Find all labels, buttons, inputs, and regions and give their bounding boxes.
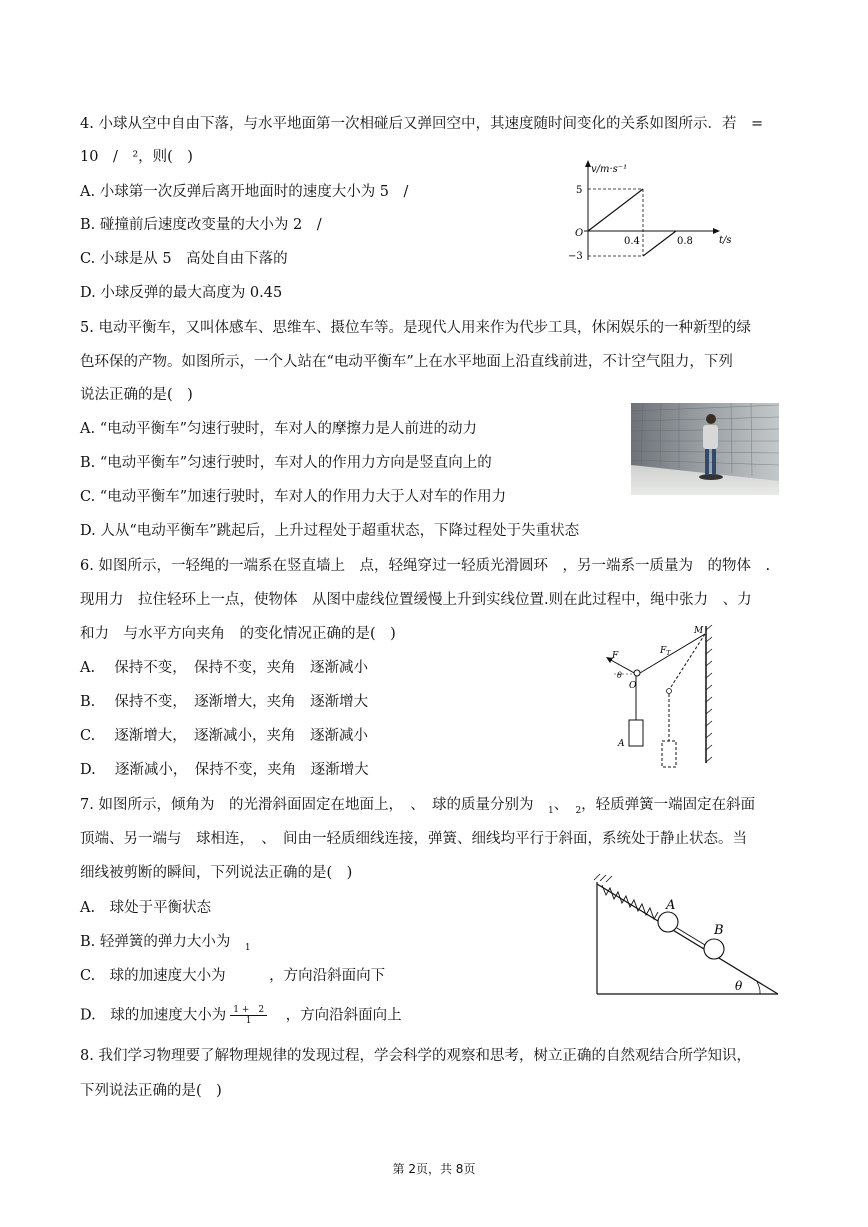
q7-incline-spring-figure bbox=[592, 872, 782, 998]
q7-option-d-pre: D. 球的加速度大小为 bbox=[80, 1007, 227, 1024]
q7-option-b-text: B. 轻弹簧的弹力大小为 bbox=[80, 934, 245, 950]
q4-graph-x-tick-mid: 0.4 bbox=[624, 236, 640, 247]
q7-stem-part-b: 、 bbox=[553, 797, 576, 813]
q6-option-d: D. 逐渐减小， 保持不变，夹角 逐渐增大 bbox=[80, 762, 369, 778]
q6-label-a: A bbox=[618, 739, 625, 749]
q7-option-b-sub: 1 bbox=[244, 942, 251, 953]
q7-stem-part-a: 7. 如图所示，倾角为 的光滑斜面固定在地面上， 、 球的质量分别为 bbox=[80, 797, 548, 813]
q4-graph-y-tick-top: 5 bbox=[576, 185, 583, 196]
q7-option-d bbox=[80, 1005, 402, 1026]
q5-option-a: A. “电动平衡车”匀速行驶时，车对人的摩擦力是人前进的动力 bbox=[80, 421, 478, 437]
q7-label-a: A bbox=[666, 898, 676, 913]
q4-option-a: A. 小球第一次反弹后离开地面时的速度大小为 5 / bbox=[80, 184, 409, 200]
q7-option-d-numerator: 1 + 2 bbox=[230, 1005, 267, 1016]
q7-stem-line3: 细线被剪断的瞬间，下列说法正确的是( ) bbox=[80, 865, 353, 881]
q5-option-c: C. “电动平衡车”加速行驶时，车对人的作用力大于人对车的作用力 bbox=[80, 489, 507, 505]
q4-graph-x-tick-end: 0.8 bbox=[677, 236, 693, 247]
q7-label-theta: θ bbox=[735, 979, 743, 993]
q5-stem-line1: 5. 电动平衡车，又叫体感车、思维车、摄位车等。是现代人用来作为代步工具，休闲娱乐的一种新型的绿 bbox=[80, 320, 751, 336]
q6-option-a: A. 保持不变， 保持不变，夹角 逐渐减小 bbox=[80, 660, 368, 676]
q6-option-b: B. 保持不变， 逐渐增大，夹角 逐渐增大 bbox=[80, 694, 369, 710]
q7-option-c: C. 球的加速度大小为 ，方向沿斜面向下 bbox=[80, 968, 386, 984]
q7-option-d-denominator: 1 bbox=[245, 1016, 252, 1026]
q7-stem-part-c: ，轻质弹簧一端固定在斜面 bbox=[581, 797, 756, 813]
q4-stem-line2: 10 / ²，则( ) bbox=[80, 149, 193, 165]
q5-stem-line3: 说法正确的是( ) bbox=[80, 387, 193, 403]
q8-stem-line2: 下列说法正确的是( ) bbox=[80, 1083, 222, 1099]
q7-option-a: A. 球处于平衡状态 bbox=[80, 900, 212, 916]
q6-rope-ring-figure bbox=[596, 620, 726, 775]
q4-stem-line1: 4. 小球从空中自由下落，与水平地面第一次相碰后又弹回空中，其速度随时间变化的关系如图所示．若 = bbox=[80, 116, 764, 132]
q4-option-b: B. 碰撞前后速度改变量的大小为 2 / bbox=[80, 217, 322, 233]
q4-graph-origin: O bbox=[575, 228, 584, 239]
q6-label-m: M bbox=[694, 626, 704, 636]
q6-stem-line2: 现用力 拉住轻环上一点，使物体 从图中虚线位置缓慢上升到实线位置.则在此过程中，绳中张力 、力 bbox=[80, 592, 752, 608]
q6-label-ft: $F_T$ bbox=[660, 646, 671, 657]
q6-label-f: F bbox=[612, 651, 619, 661]
q8-stem-line1: 8. 我们学习物理要了解物理规律的发现过程，学会科学的观察和思考，树立正确的自然观结合所学知识， bbox=[80, 1048, 751, 1064]
q7-option-d-post: ，方向沿斜面向上 bbox=[271, 1007, 402, 1024]
q6-option-c: C. 逐渐增大， 逐渐减小，夹角 逐渐减小 bbox=[80, 728, 369, 744]
q6-label-o: O bbox=[629, 681, 637, 691]
q5-option-d: D. 人从“电动平衡车”跳起后，上升过程处于超重状态，下降过程处于失重状态 bbox=[80, 523, 580, 539]
q6-stem-line1: 6. 如图所示，一轻绳的一端系在竖直墙上 点，轻绳穿过一轻质光滑圆环 ，另一端系一质量为 的物体 . bbox=[80, 558, 771, 574]
q6-stem-line3: 和力 与水平方向夹角 的变化情况正确的是( ) bbox=[80, 626, 396, 642]
balance-scooter-photo bbox=[631, 403, 779, 495]
q4-graph-y-tick-bottom: −3 bbox=[568, 251, 583, 262]
q4-graph-x-label: t/s bbox=[719, 235, 732, 246]
q7-option-b bbox=[80, 932, 251, 958]
q7-stem-line2: 顶端、另一端与 球相连， 、 间由一轻质细线连接，弹簧、细线均平行于斜面，系统处于静止状态。当 bbox=[80, 831, 747, 847]
q4-graph-y-label: v/m·s⁻¹ bbox=[591, 164, 628, 175]
q4-option-c: C. 小球是从 5 高处自由下落的 bbox=[80, 251, 288, 267]
q4-velocity-time-graph bbox=[566, 156, 736, 266]
q7-label-b: B bbox=[714, 923, 724, 938]
q7-stem-sub-1: 1 bbox=[547, 805, 554, 816]
q7-stem-line1 bbox=[80, 795, 755, 821]
q7-stem-sub-2: 2 bbox=[575, 805, 582, 816]
q5-option-b: B. “电动平衡车”匀速行驶时，车对人的作用力方向是竖直向上的 bbox=[80, 455, 492, 471]
page-footer: 第 2页，共 8页 bbox=[392, 1162, 476, 1176]
q7-option-d-fraction bbox=[230, 1005, 267, 1026]
q6-label-theta: θ bbox=[617, 671, 622, 680]
q5-stem-line2: 色环保的产物。如图所示，一个人站在“电动平衡车”上在水平地面上沿直线前进，不计空气阻力，下列 bbox=[80, 354, 733, 370]
q4-option-d: D. 小球反弹的最大高度为 0.45 bbox=[80, 285, 283, 301]
